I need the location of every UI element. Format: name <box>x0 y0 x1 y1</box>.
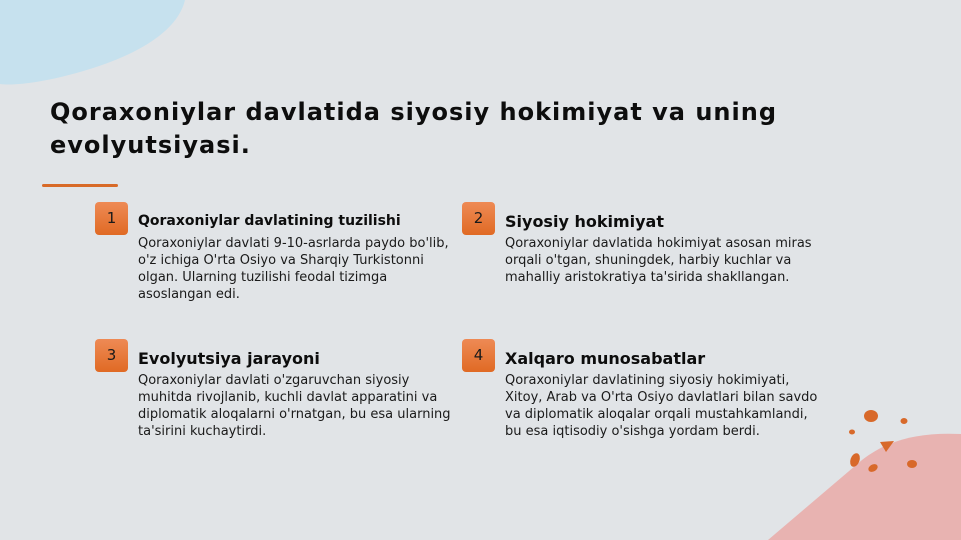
item-heading: Siyosiy hokimiyat <box>505 212 664 231</box>
blue-blob-shape <box>0 0 185 85</box>
item-text: Qoraxoniylar davlati 9-10-asrlarda paydo bo'lib, o'z ichiga O'rta Osiyo va Sharqiy Turkistonni olgan. Ularning tuzilishi feodal tizimga asoslangan edi. <box>138 236 449 302</box>
item-number-badge: 2 <box>462 202 495 235</box>
slide-title: Qoraxoniylar davlatida siyosiy hokimiyat va uning evolyutsiyasi. <box>50 98 778 159</box>
title-underline <box>42 184 118 187</box>
item-text: Qoraxoniylar davlatining siyosiy hokimiyati, Xitoy, Arab va O'rta Osiyo davlatlari bilan savdo va diplomatik aloqalar orqali mustahkamlandi, bu esa iqtisodiy o'sishga yordam berdi. <box>505 373 818 439</box>
item-number-badge: 4 <box>462 339 495 372</box>
pink-blob-shape <box>768 434 961 540</box>
item-text: Qoraxoniylar davlatida hokimiyat asosan miras orqali o'tgan, shuningdek, harbiy kuchlar va mahalliy aristokratiya ta'sirida shakllangan. <box>505 236 812 285</box>
item-heading: Qoraxoniylar davlatining tuzilishi <box>138 213 401 229</box>
item-number-badge: 3 <box>95 339 128 372</box>
item-number-badge: 1 <box>95 202 128 235</box>
item-heading: Evolyutsiya jarayoni <box>138 349 320 368</box>
item-heading: Xalqaro munosabatlar <box>505 349 706 368</box>
item-text: Qoraxoniylar davlati o'zgaruvchan siyosiy muhitda rivojlanib, kuchli davlat apparatini va diplomatik aloqalarni o'rnatgan, bu esa ularning ta'sirini kuchaytirdi. <box>138 373 451 439</box>
